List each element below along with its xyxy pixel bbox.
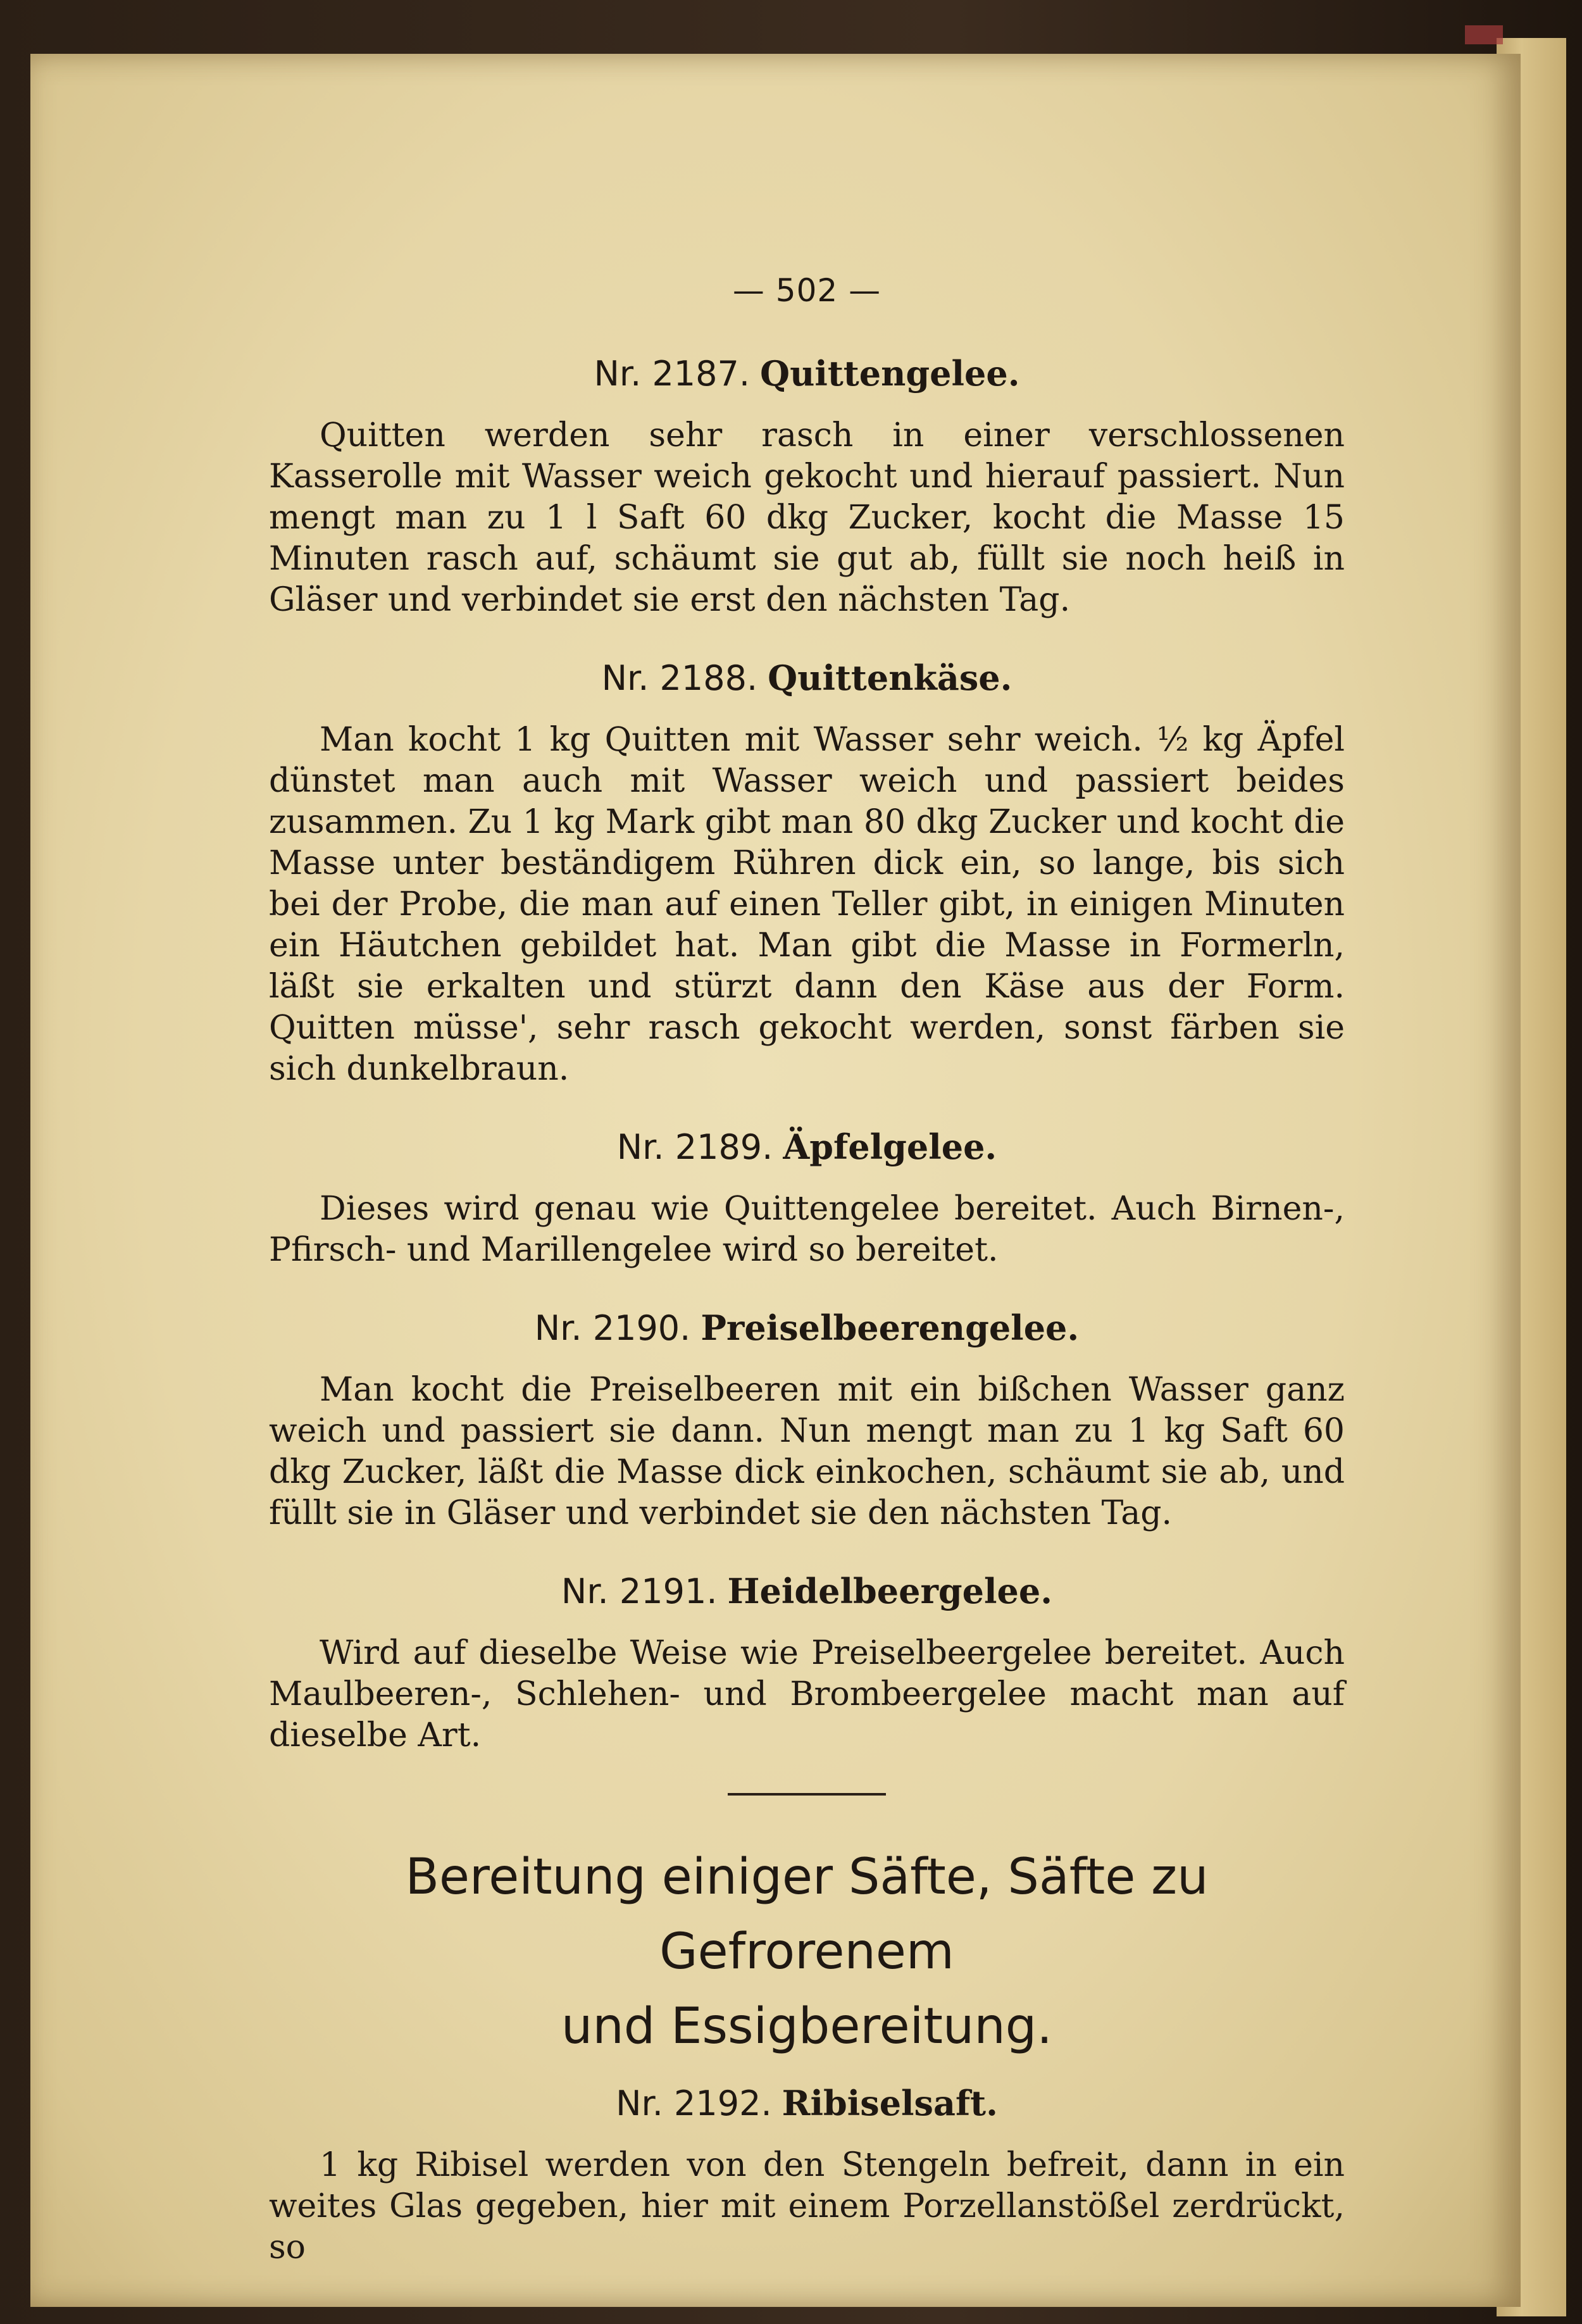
recipe-heading [269,1571,1345,1611]
recipe-2192 [269,2083,1345,2268]
recipe-number: Nr. 2188. [601,658,758,698]
recipe-2189 [269,1127,1345,1271]
recipe-title: Quittenkäse. [768,658,1012,698]
bookmark-ribbon [1465,25,1503,44]
recipe-2190 [269,1308,1345,1534]
recipe-title: Quittengelee. [760,353,1020,394]
section-title-line-1: Bereitung einiger Säfte, Säfte zu Gefrorenem [405,1849,1209,1980]
recipe-heading [269,658,1345,698]
recipe-number: Nr. 2192. [616,2083,772,2123]
recipe-number: Nr. 2191. [561,1571,718,1611]
recipe-2187 [269,353,1345,621]
recipe-title: Ribiselsaft. [782,2083,998,2123]
page-number: — 502 — [732,272,881,309]
recipe-text: 1 kg Ribisel werden von den Stengeln befreit, dann in ein weites Glas gegeben, hier mit einem Porzellanstößel zerdrückt, so [269,2146,1345,2266]
recipe-text: Wird auf dieselbe Weise wie Preiselbeergelee bereitet. Auch Maulbeeren-, Schlehen- und Brombeergelee macht man auf dieselbe Art. [269,1634,1345,1754]
recipe-heading [269,1308,1345,1348]
page-text [269,272,1345,2305]
recipe-2191 [269,1571,1345,1756]
recipe-heading [269,353,1345,394]
recipe-heading [269,1127,1345,1167]
recipe-title: Äpfelgelee. [783,1127,997,1167]
recipe-title: Preiselbeerengelee. [701,1308,1080,1348]
recipe-number: Nr. 2190. [534,1308,691,1348]
recipe-number: Nr. 2187. [594,354,751,394]
recipe-text: Dieses wird genau wie Quittengelee bereitet. Auch Birnen-, Pfirsch- und Marillengelee wird so bereitet. [269,1190,1345,1269]
section-divider [728,1793,886,1796]
recipe-text: Quitten werden sehr rasch in einer verschlossenen Kasserolle mit Wasser weich gekocht und hierauf passiert. Nun mengt man zu 1 l Saft 60 dkg Zucker, kocht die Masse 15 Minuten rasch auf, schäumt sie gut ab, füllt sie noch heiß in Gläser und verbindet sie erst den nächsten Tag. [269,416,1345,619]
section-title-line-2: und Essigbereitung. [561,1998,1053,2055]
recipe-text: Man kocht 1 kg Quitten mit Wasser sehr weich. ½ kg Äpfel dünstet man auch mit Wasser weich und passiert beides zusammen. Zu 1 kg Mark gibt man 80 dkg Zucker und kocht die Masse unter beständigem Rühren dick ein, so lange, bis sich bei der Probe, die man auf einen Teller gibt, in einigen Minuten ein Häutchen gebildet hat. Man gibt die Masse in Formerln, läßt sie erkalten und stürzt dann den Käse aus der Form. Quitten müsse', sehr rasch gekocht werden, sonst färben sie sich dunkelbraun. [269,721,1345,1088]
section-title [269,1840,1345,2064]
recipe-2188 [269,658,1345,1090]
recipe-text: Man kocht die Preiselbeeren mit ein bißchen Wasser ganz weich und passiert sie dann. Nun mengt man zu 1 kg Saft 60 dkg Zucker, läßt die Masse dick einkochen, schäumt sie ab, und füllt sie in Gläser und verbindet sie den nächsten Tag. [269,1371,1345,1532]
recipe-heading [269,2083,1345,2123]
recipe-title: Heidelbeergelee. [727,1571,1053,1611]
recipe-number: Nr. 2189. [616,1127,773,1167]
